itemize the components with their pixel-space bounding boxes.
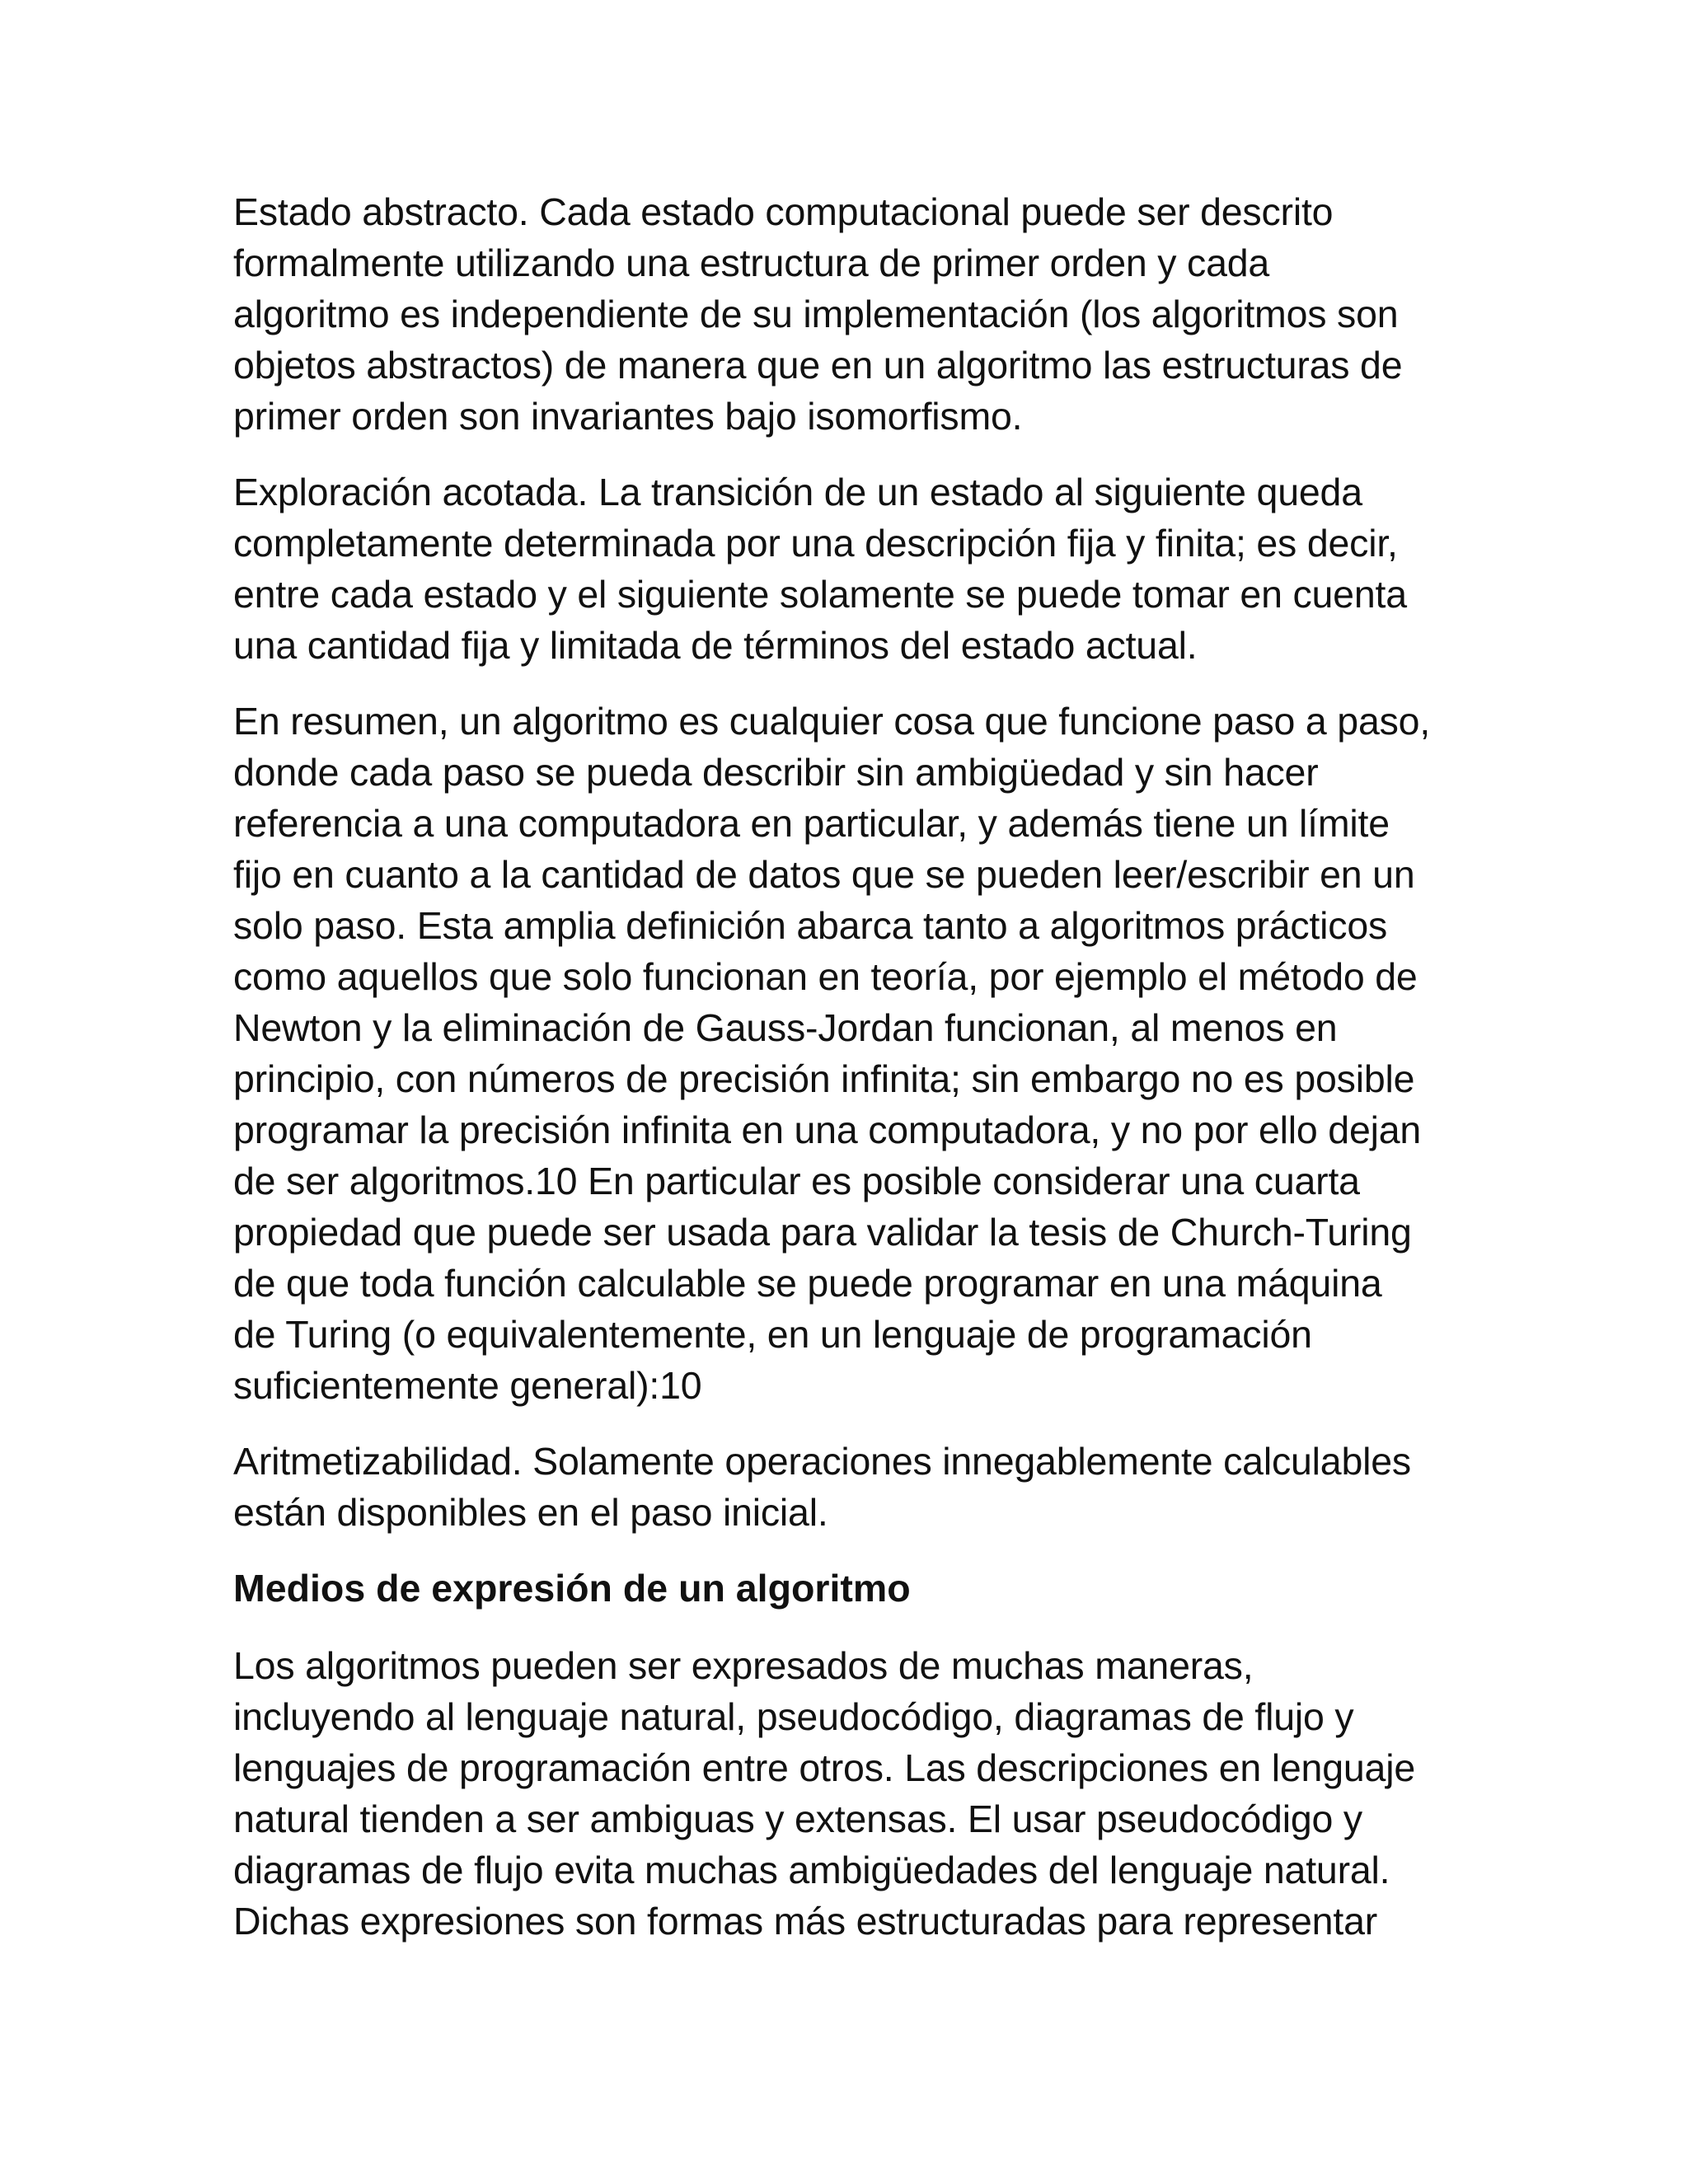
text-line: Aritmetizabilidad. Solamente operaciones innegablemente calculables <box>233 1440 1411 1483</box>
text-line: referencia a una computadora en particular, y además tiene un límite <box>233 802 1390 845</box>
text-line: de que toda función calculable se puede programar en una máquina <box>233 1262 1382 1305</box>
paragraph-aritmetizabilidad <box>233 1436 1470 1538</box>
text-line: En resumen, un algoritmo es cualquier cosa que funcione paso a paso, <box>233 700 1431 743</box>
text-line: Estado abstracto. Cada estado computacional puede ser descrito <box>233 190 1334 233</box>
text-line: completamente determinada por una descripción fija y finita; es decir, <box>233 522 1398 565</box>
text-line: Exploración acotada. La transición de un estado al siguiente queda <box>233 471 1362 513</box>
text-line: natural tienden a ser ambiguas y extensas. El usar pseudocódigo y <box>233 1797 1362 1840</box>
paragraph-exploracion-acotada <box>233 466 1470 671</box>
text-line: una cantidad fija y limitada de términos del estado actual. <box>233 624 1198 667</box>
text-line: de ser algoritmos.10 En particular es posible considerar una cuarta <box>233 1160 1360 1202</box>
text-line: Dichas expresiones son formas más estructuradas para representar <box>233 1900 1378 1943</box>
document-page <box>233 186 1470 1971</box>
text-line: están disponibles en el paso inicial. <box>233 1491 828 1534</box>
text-line: propiedad que puede ser usada para validar la tesis de Church-Turing <box>233 1211 1412 1254</box>
text-line: solo paso. Esta amplia definición abarca tanto a algoritmos prácticos <box>233 904 1388 947</box>
paragraph-en-resumen <box>233 696 1470 1411</box>
text-line: principio, con números de precisión infinita; sin embargo no es posible <box>233 1057 1415 1100</box>
text-line: incluyendo al lenguaje natural, pseudocódigo, diagramas de flujo y <box>233 1695 1354 1738</box>
text-line: suficientemente general):10 <box>233 1364 702 1407</box>
text-line: Newton y la eliminación de Gauss-Jordan funcionan, al menos en <box>233 1006 1338 1049</box>
text-line: formalmente utilizando una estructura de primer orden y cada <box>233 241 1270 284</box>
text-line: programar la precisión infinita en una computadora, y no por ello dejan <box>233 1108 1422 1151</box>
text-line: donde cada paso se pueda describir sin ambigüedad y sin hacer <box>233 751 1319 794</box>
text-line: entre cada estado y el siguiente solamente se puede tomar en cuenta <box>233 573 1407 616</box>
paragraph-estado-abstracto <box>233 186 1470 442</box>
text-line: de Turing (o equivalentemente, en un lenguaje de programación <box>233 1313 1312 1356</box>
text-line: algoritmo es independiente de su implementación (los algoritmos son <box>233 293 1399 335</box>
text-line: como aquellos que solo funcionan en teoría, por ejemplo el método de <box>233 955 1418 998</box>
section-heading: Medios de expresión de un algoritmo <box>233 1567 911 1610</box>
text-line: primer orden son invariantes bajo isomorfismo. <box>233 395 1023 438</box>
text-line: Los algoritmos pueden ser expresados de muchas maneras, <box>233 1644 1254 1687</box>
text-line: lenguajes de programación entre otros. Las descripciones en lenguaje <box>233 1746 1415 1789</box>
text-line: fijo en cuanto a la cantidad de datos que se pueden leer/escribir en un <box>233 853 1415 896</box>
paragraph-medios-de-expresion <box>233 1640 1470 1947</box>
text-line: diagramas de flujo evita muchas ambigüedades del lenguaje natural. <box>233 1849 1390 1891</box>
text-line: objetos abstractos) de manera que en un algoritmo las estructuras de <box>233 344 1403 387</box>
